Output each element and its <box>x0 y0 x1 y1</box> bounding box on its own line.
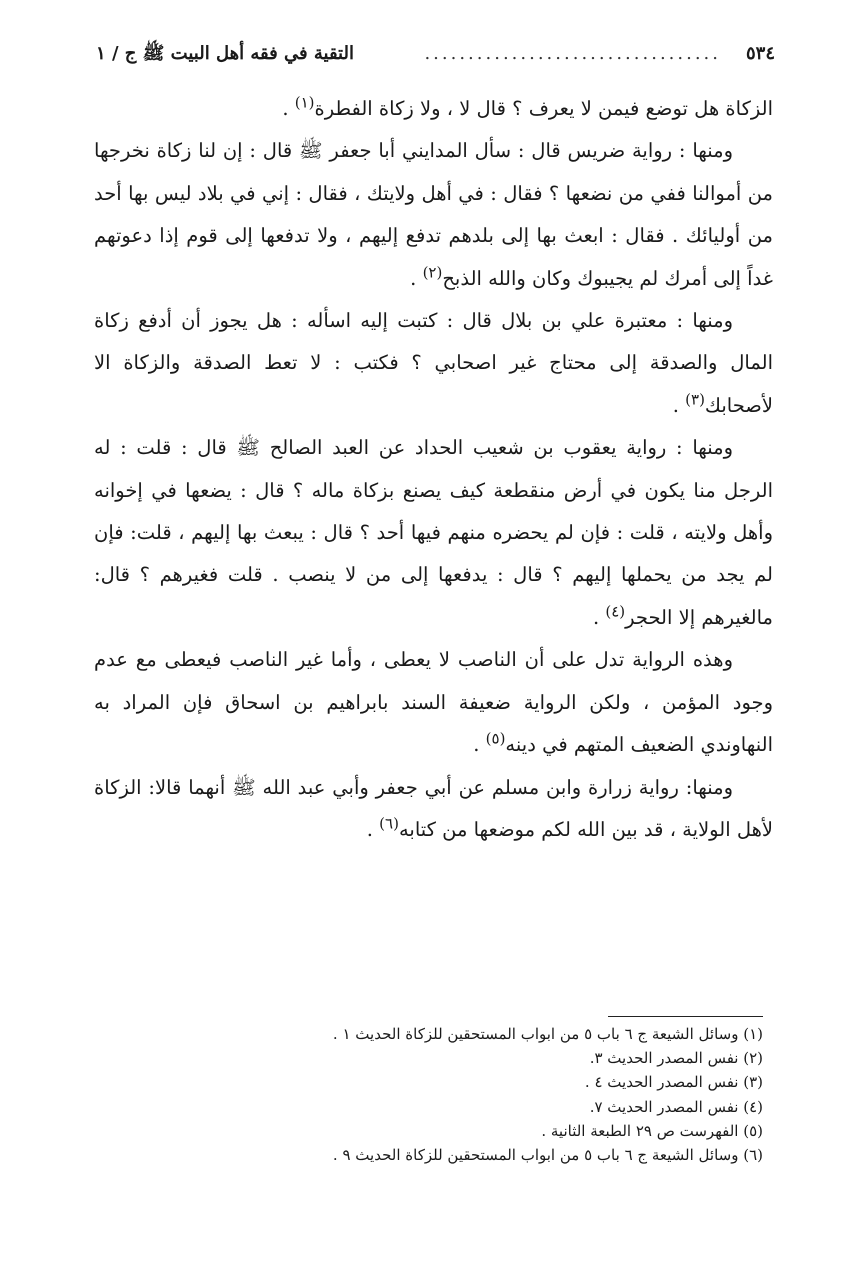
paragraph-end: . <box>473 733 486 757</box>
footnote-5: (٥) الفهرست ص ٢٩ الطبعة الثانية . <box>541 1121 763 1140</box>
paragraph-end: . <box>672 393 686 417</box>
footnote-marker: (٤) <box>605 602 626 621</box>
running-header <box>96 36 775 72</box>
footnote-4: (٤) نفس المصدر الحديث ٧. <box>589 1097 763 1116</box>
paragraph-end: . <box>282 97 295 120</box>
footnote-3: (٣) نفس المصدر الحديث ٤ . <box>584 1073 763 1092</box>
paragraph-end: . <box>410 266 423 290</box>
paragraph-end: . <box>592 605 606 629</box>
paragraph-3 <box>94 300 773 427</box>
footnote-marker: (٣) <box>685 390 705 409</box>
paragraph-2 <box>94 130 773 300</box>
footnote-6: (٦) وسائل الشيعة ج ٦ باب ٥ من ابواب المستحقين للزكاة الحديث ٩ . <box>332 1146 763 1165</box>
paragraph-text: ومنها : معتبرة علي بن بلال قال : كتبت إليه اسأله : هل يجوز أن أدفع زكاة المال والصدقة إلى محتاج غير اصحابي ؟ فكتب : لا تعط الصدقة والزكاة الا لأصحابك <box>94 309 773 417</box>
footnote-marker: (٢) <box>422 263 443 282</box>
paragraph-text: ومنها : رواية ضريس قال : سأل المدايني أبا جعفر ﷺ قال : إن لنا زكاة نخرجها من أموالنا ففي من نضعها ؟ فقال : في أهل ولايتك ، فقال : إني في بلاد ليس بها أحد من أوليائك . فقال : ابعث بها إلى بلدهم تدفع إليهم ، ولا تدفعها إلى قوم إذا دعوتهم غداً إلى أمرك لم يجيبوك وكان والله الذبح <box>94 139 773 290</box>
footnotes <box>200 1022 763 1167</box>
footnote-divider <box>608 1016 763 1017</box>
footnote-marker: (٦) <box>379 814 399 833</box>
paragraph-text: وهذه الرواية تدل على أن الناصب لا يعطى ، وأما غير الناصب فيعطى مع عدم وجود المؤمن ، ولكن الرواية ضعيفة السند بابراهيم بن اسحاق فإن المراد به النهاوندي الضعيف المتهم في دينه <box>94 648 773 757</box>
main-text <box>94 88 773 851</box>
paragraph-text: ومنها: رواية زرارة وابن مسلم عن أبي جعفر وأبي عبد الله ﷺ أنهما قالا: الزكاة لأهل الولاية ، قد بين الله لكم موضعها من كتابه <box>94 775 773 841</box>
paragraph-1 <box>94 88 773 130</box>
running-title: التقية في فقه أهل البيت ﷺ ج / ١ <box>96 43 354 64</box>
paragraph-text: ومنها : رواية يعقوب بن شعيب الحداد عن العبد الصالح ﷺ قال : قلت : له الرجل منا يكون في أرض منقطعة كيف يصنع بزكاة ماله ؟ قال : يضعها في إخوانه وأهل ولايته ، قلت : فإن لم يحضره منهم فيها أحد ؟ قال : يبعث بها إليهم ، قلت: فإن لم يجد من يحملها إليهم ؟ قال : يدفعها إلى من لا ينصب . قلت فغيرهم ؟ قال: مالغيرهم إلا الحجر <box>94 436 773 629</box>
footnote-marker: (١) <box>294 93 315 112</box>
footnote-1: (١) وسائل الشيعة ج ٦ باب ٥ من ابواب المستحقين للزكاة الحديث ١ . <box>332 1025 763 1043</box>
paragraph-end: . <box>366 817 380 841</box>
paragraph-6 <box>94 767 773 852</box>
paragraph-4 <box>94 427 773 639</box>
footnote-marker: (٥) <box>485 729 506 748</box>
paragraph-5 <box>94 639 773 766</box>
paragraph-text: الزكاة هل توضع فيمن لا يعرف ؟ قال لا ، ولا زكاة الفطرة <box>314 97 773 120</box>
page-number: ٥٣٤ <box>745 43 775 64</box>
footnote-2: (٢) نفس المصدر الحديث ٣. <box>589 1049 763 1068</box>
header-leader-dots: .................................. <box>424 43 721 64</box>
